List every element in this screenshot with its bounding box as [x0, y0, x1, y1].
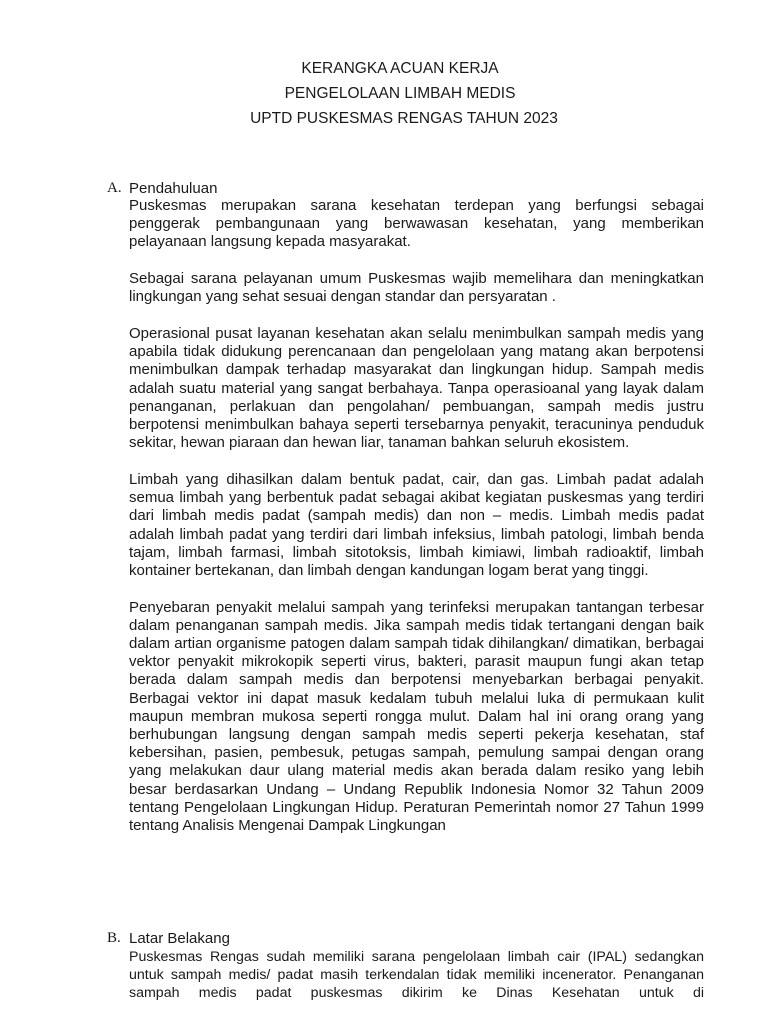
section-b-paragraph-1: Puskesmas Rengas sudah memiliki sarana pengelolaan limbah cair (IPAL) sedangkan untuk sampah medis/ padat masih terkendalan tidak memiliki incenerator. Penanganan sampah medis padat puskesmas dikirim ke Dinas Kesehatan untuk di — [129, 949, 704, 1002]
section-a-heading: Pendahuluan — [129, 180, 218, 197]
section-b-heading: Latar Belakang — [129, 930, 230, 947]
section-b-body — [129, 948, 704, 1003]
section-a-letter: A. — [107, 180, 122, 196]
section-a-body — [129, 197, 704, 835]
section-a-paragraph-5: Penyebaran penyakit melalui sampah yang terinfeksi merupakan tantangan terbesar dalam penanganan sampah medis. Jika sampah medis tidak tertangani dengan baik dalam artian organisme patogen dalam sampah tidak dihilangkan/ dimatikan, berbagai vektor penyakit mikrokopik seperti virus, bakteri, parasit maupun fungi akan tetap berada dalam sampah medis dan berpotensi menyebarkan berbagai penyakit. Berbagai vektor ini dapat masuk kedalam tubuh melalui luka di permukaan kulit maupun membran mukosa seperti rongga mulut. Dalam hal ini orang orang yang berhubungan langsung dengan sampah medis seperti pekerja kesehatan, staf kebersihan, pasien, pembesuk, petugas sampah, pemulung sampai dengan orang yang melakukan daur ulang material medis akan berada dalam resiko yang lebih besar berdasarkan Undang – Undang Republik Indonesia Nomor 32 Tahun 2009 tentang Pengelolaan Lingkungan Hidup. Peraturan Pemerintah nomor 27 Tahun 1999 tentang Analisis Mengenai Dampak Lingkungan — [129, 598, 704, 835]
section-a-paragraph-1: Puskesmas merupakan sarana kesehatan terdepan yang berfungsi sebagai penggerak pembangunaan yang berwawasan kesehatan, yang memberikan pelayanaan langsung kepada masyarakat. — [129, 197, 704, 251]
section-a-paragraph-2: Sebagai sarana pelayanan umum Puskesmas wajib memelihara dan meningkatkan lingkungan yang sehat sesuai dengan standar dan persyaratan . — [129, 270, 704, 306]
document-title-line-3: UPTD PUSKESMAS RENGAS TAHUN 2023 — [250, 110, 558, 127]
section-a-paragraph-3: Operasional pusat layanan kesehatan akan selalu menimbulkan sampah medis yang apabila tidak didukung perencanaan dan pengelolaan yang matang akan berpotensi menimbulkan dampak terhadap masyarakat dan lingkungan hidup. Sampah medis adalah suatu material yang sangat berbahaya. Tanpa operasioanal yang layak dalam penanganan, perlakuan dan pengolahan/ pembuangan, sampah medis justru berpotensi menimbulkan bahaya seperti tersebarnya penyakit, teracuninya penduduk sekitar, hewan piaraan dan hewan liar, tanaman bahkan seluruh ekosistem. — [129, 325, 704, 452]
document-title-line-2: PENGELOLAAN LIMBAH MEDIS — [284, 85, 516, 102]
section-b-letter: B. — [107, 930, 121, 946]
section-a-paragraph-4: Limbah yang dihasilkan dalam bentuk padat, cair, dan gas. Limbah padat adalah semua limbah yang berbentuk padat sebagai akibat kegiatan puskesmas yang terdiri dari limbah medis padat (sampah medis) dan non – medis. Limbah medis padat adalah limbah padat yang terdiri dari limbah infeksius, limbah patologi, limbah benda tajam, limbah farmasi, limbah sitotoksis, limbah kimiawi, limbah radioaktif, limbah kontainer bertekanan, dan limbah dengan kandungan logam berat yang tinggi. — [129, 470, 704, 579]
document-title-line-1: KERANGKA ACUAN KERJA — [301, 60, 499, 77]
